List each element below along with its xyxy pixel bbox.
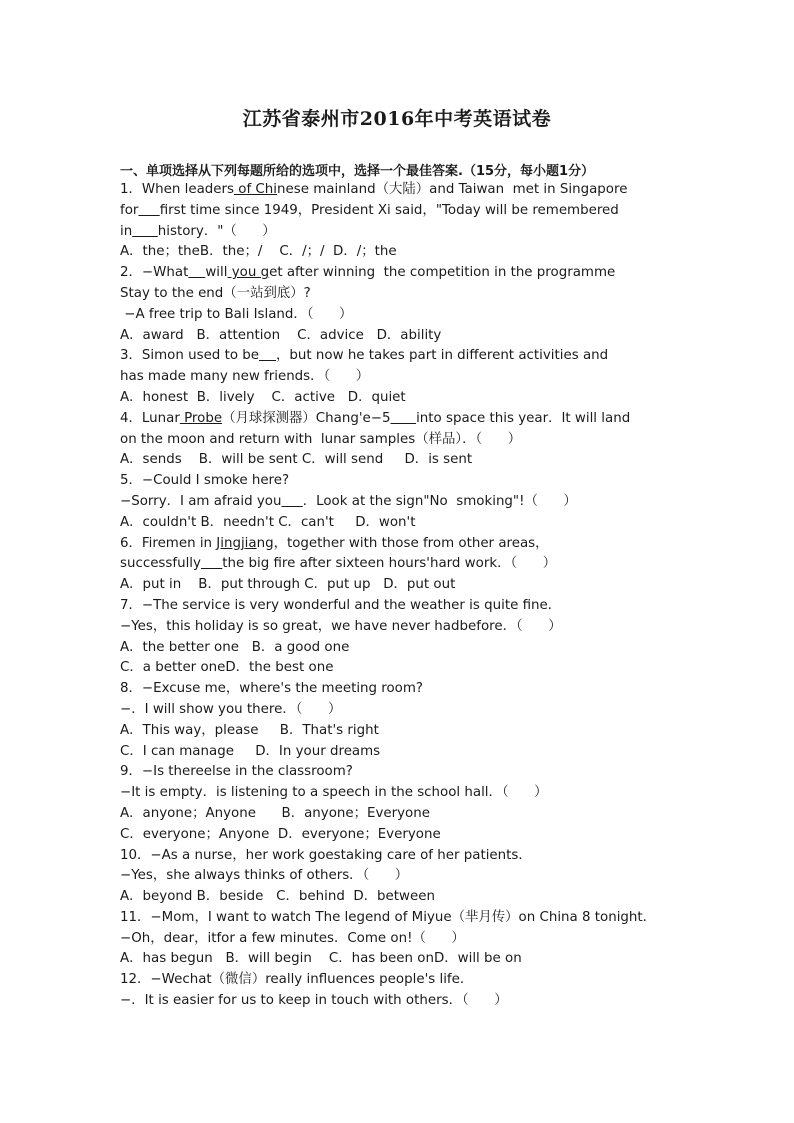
text-segment: has made many new friends．（ ） [120,369,370,385]
question-list [120,180,680,1012]
text-line [120,721,680,742]
underlined-segment [259,348,276,363]
text-line [120,554,680,575]
underlined-segment [201,556,222,571]
underlined-segment [281,494,302,509]
underlined-segment: Jingjia [216,535,257,551]
text-segment: A．award B．attention C．advice D．ability [120,327,442,343]
text-line [120,471,680,492]
text-line [120,970,680,991]
text-line [120,596,680,617]
text-line [120,908,680,929]
text-segment: history．"（ ） [157,223,276,239]
text-segment: 3．Simon used to be [120,348,260,364]
underlined-segment: you g [227,265,270,281]
text-segment: 8．−Excuse me，where's the meeting room? [120,681,424,697]
text-line [120,700,680,721]
text-line [120,929,680,950]
text-line [120,534,680,555]
text-segment: into space this year．It will land [416,410,631,426]
text-segment: A．honest B．lively C．active D．quiet [120,389,406,405]
text-segment: 12．−Wechat（微信）really influences people's life． [120,972,474,988]
page-title: 江苏省泰州市2016年中考英语试卷 [242,108,552,130]
text-line [120,575,680,596]
text-segment: 1．When leaders [120,182,235,197]
text-segment: −It is empty．is listening to a speech in the school hall．（ ） [120,785,548,801]
text-line [120,242,680,263]
text-segment: A．put in B．put through C．put up D．put out [120,577,456,593]
text-segment: 6．Firemen in [120,535,217,551]
underlined-segment [138,203,159,218]
text-line [120,679,680,700]
underlined-segment: Probe [179,410,223,426]
text-segment: A．has begun B．will begin C．has been onD．will be on [120,951,522,967]
text-segment: A．beyond B．beside C．behind D．between [120,889,435,905]
text-line [120,866,680,887]
text-line [120,742,680,763]
text-segment: 10．−As a nurse，her work goestaking care of her patients． [120,847,532,863]
section-heading: 一、单项选择从下列每题所给的选项中，选择一个最佳答案.（15分，每小题1分） [120,164,595,179]
text-line [120,825,680,846]
text-line [120,346,680,367]
text-line [120,804,680,825]
text-line [120,201,680,222]
text-line [120,887,680,908]
text-segment: −Yes，she always thinks of others．（ ） [120,868,409,884]
text-segment: in [120,223,133,239]
underlined-segment: of Chi [234,182,277,197]
text-segment: nese mainland（大陆）and Taiwan met in Singapore [277,182,628,197]
text-line [120,991,680,1012]
text-line [120,388,680,409]
text-segment: ng，together with those from other areas， [256,535,549,551]
text-segment: 11．−Mom，I want to watch The legend of Miyue（芈月传）on China 8 tonight． [120,909,657,925]
text-line [120,617,680,638]
text-segment: A．sends B．will be sent C．will send D．is sent [120,452,473,468]
text-segment: C．everyone；Anyone D．everyone；Everyone [120,826,441,842]
text-line [120,450,680,471]
text-line [120,638,680,659]
text-segment: A．the；theB．the；/ C．/；/ D．/；the [120,244,397,260]
text-segment: A．This way，please B．That's right [120,722,379,738]
text-segment: ，but now he takes part in different activities and [276,348,609,364]
text-segment: et after winning the competition in the programme [269,265,616,281]
text-segment: for [120,202,139,218]
text-line [120,492,680,513]
text-segment: successfully [120,556,201,572]
text-line [120,367,680,388]
text-line [120,222,680,243]
text-segment: 7．−The service is very wonderful and the weather is quite fine． [120,597,562,613]
text-segment: Stay to the end（一站到底）? [120,285,311,301]
text-line [120,430,680,451]
text-segment: 4．Lunar [120,410,180,426]
text-line [120,949,680,970]
text-line [120,409,680,430]
text-line [120,305,680,326]
text-segment: −A free trip to Bali Island．（ ） [120,306,353,322]
text-segment: will [205,265,228,281]
text-segment: −Sorry．I am afraid you [120,493,282,509]
text-line [120,263,680,284]
text-segment: （月球探测器）Chang'e−5 [222,410,391,426]
text-segment: −．It is easier for us to keep in touch with others．（ ） [120,993,508,1009]
text-segment: 5．−Could I smoke here? [120,473,290,489]
text-line [120,326,680,347]
text-line [120,762,680,783]
text-segment: 2．−What [120,265,189,281]
text-segment: the big fire after sixteen hours'hard work．（ ） [222,556,557,572]
text-line [120,284,680,305]
text-segment: A．couldn't B．needn't C．can't D．won't [120,514,416,530]
underlined-segment [391,411,417,426]
text-segment: 9．−Is thereelse in the classroom? [120,764,353,780]
text-line [120,783,680,804]
text-segment: A．the better one B．a good one [120,639,350,655]
underlined-segment [132,224,158,239]
text-line [120,846,680,867]
text-segment: C．a better oneD．the best one [120,660,334,676]
text-segment: on the moon and return with lunar samples（样品）．（ ） [120,431,522,447]
text-segment: −Yes，this holiday is so great，we have never hadbefore．（ ） [120,618,562,634]
text-line [120,180,680,201]
text-segment: C．I can manage D．In your dreams [120,743,381,759]
text-segment: A．anyone；Anyone B．anyone；Everyone [120,805,430,821]
text-segment: −Oh，dear，itfor a few minutes．Come on!（ ） [120,930,465,946]
text-segment: ．Look at the sign"No smoking"!（ ） [302,493,577,509]
text-segment: −．I will show you there．（ ） [120,701,342,717]
text-segment: first time since 1949，President Xi said，"Today will be remembered [159,202,619,218]
text-line [120,513,680,534]
text-line [120,658,680,679]
underlined-segment [188,265,205,280]
